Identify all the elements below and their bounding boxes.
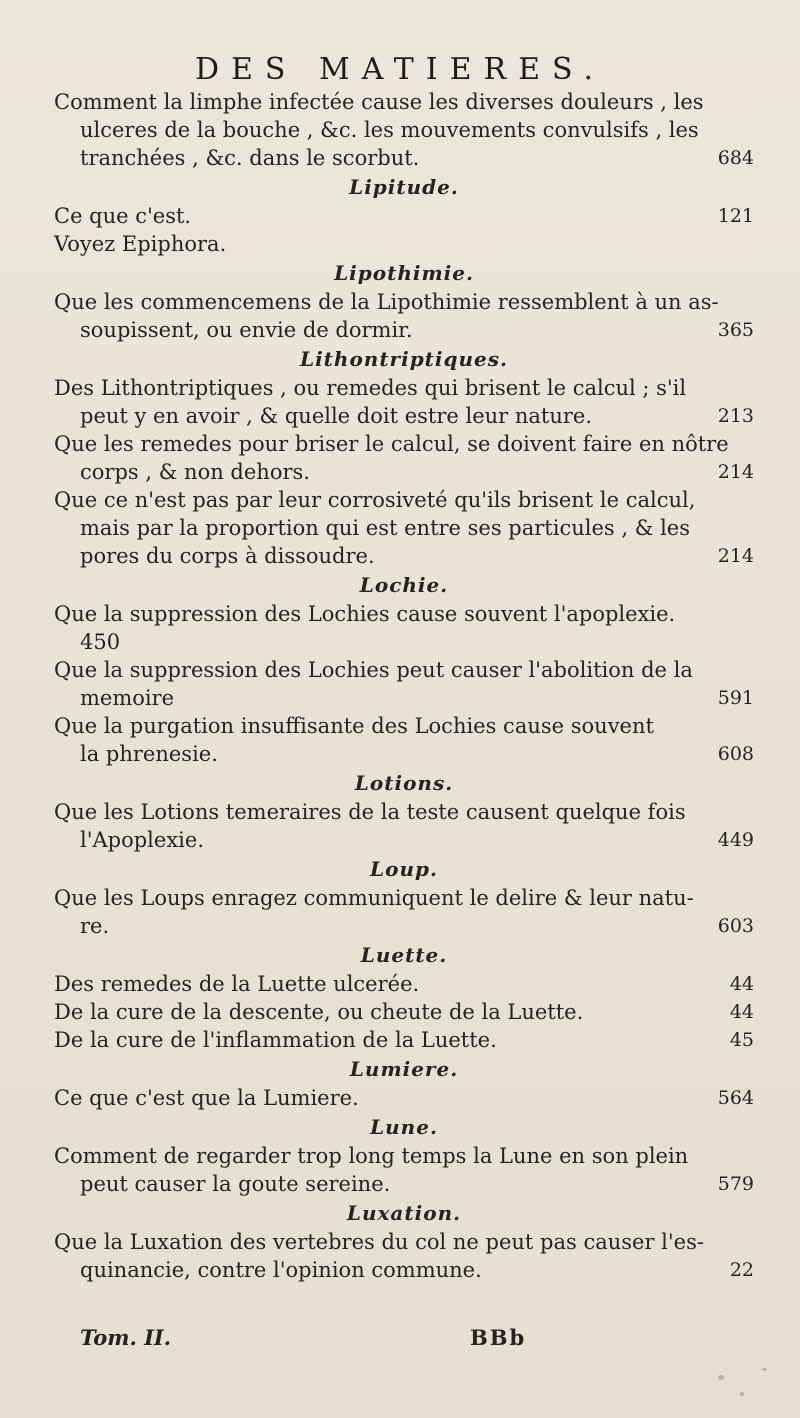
paper-speck — [718, 1375, 724, 1380]
entry-text: memoire — [80, 686, 175, 710]
entry-line — [54, 374, 754, 402]
section-heading — [54, 570, 754, 600]
entry-line — [54, 600, 754, 628]
heading-text: Lumiere. — [349, 1057, 459, 1081]
entry-text: Comment de regarder trop long temps la Lune en son plein — [54, 1144, 689, 1168]
entry-line — [54, 656, 754, 684]
section-heading — [54, 172, 754, 202]
page-number: 684 — [717, 147, 754, 169]
entry-line — [54, 1170, 754, 1198]
page-number: 579 — [717, 1173, 754, 1195]
page-number: 591 — [717, 687, 754, 709]
entry-line — [54, 798, 754, 826]
entry-text: quinancie, contre l'opinion commune. — [80, 1258, 482, 1282]
entry-text: la phrenesie. — [80, 742, 218, 766]
heading-text: Lune. — [370, 1115, 438, 1139]
page-footer — [80, 1325, 640, 1355]
page-number: 45 — [729, 1029, 754, 1051]
entry-line — [54, 912, 754, 940]
entry-line — [54, 202, 754, 230]
entry-line — [54, 1026, 754, 1054]
entry-text: Des remedes de la Luette ulcerée. — [54, 972, 420, 996]
heading-text: Luette. — [360, 943, 448, 967]
page-number: 365 — [717, 319, 754, 341]
entry-line — [54, 316, 754, 344]
entry-text: ulceres de la bouche , &c. les mouvements convulsifs , les — [80, 118, 699, 142]
section-heading — [54, 854, 754, 884]
entry-text: tranchées , &c. dans le scorbut. — [80, 146, 420, 170]
entry-line — [54, 1228, 754, 1256]
entry-line — [54, 542, 754, 570]
entry-text: Que la Luxation des vertebres du col ne peut pas causer l'es- — [54, 1230, 704, 1254]
entry-line — [54, 740, 754, 768]
entry-line — [54, 288, 754, 316]
entry-line — [54, 1142, 754, 1170]
entry-text: De la cure de l'inflammation de la Luette. — [54, 1028, 497, 1052]
heading-text: Lotions. — [354, 771, 454, 795]
paper-speck — [740, 1392, 744, 1396]
entry-line — [54, 1256, 754, 1284]
entry-line — [54, 458, 754, 486]
entry-text: De la cure de la descente, ou cheute de la Luette. — [54, 1000, 584, 1024]
entry-text: Des Lithontriptiques , ou remedes qui brisent le calcul ; s'il — [54, 376, 687, 400]
entry-line — [54, 712, 754, 740]
heading-text: Loup. — [370, 857, 438, 881]
entry-text: l'Apoplexie. — [80, 828, 204, 852]
section-heading — [54, 940, 754, 970]
section-heading — [54, 1198, 754, 1228]
entry-text: Ce que c'est que la Lumiere. — [54, 1086, 359, 1110]
entry-text: Voyez Epiphora. — [54, 232, 227, 256]
entry-line — [54, 1084, 754, 1112]
page-number: 22 — [729, 1259, 754, 1281]
signature-mark: BBb — [470, 1325, 527, 1350]
entry-line — [54, 402, 754, 430]
entry-line — [54, 628, 754, 656]
running-head: DES MATIERES. — [194, 52, 606, 87]
heading-text: Lochie. — [359, 573, 449, 597]
section-heading — [54, 1054, 754, 1084]
section-heading — [54, 258, 754, 288]
entry-line — [54, 230, 754, 258]
entry-line — [54, 998, 754, 1026]
page-number: 603 — [717, 915, 754, 937]
entry-line — [54, 116, 754, 144]
entry-text: pores du corps à dissoudre. — [80, 544, 375, 568]
volume-mark: Tom. II. — [80, 1325, 172, 1350]
entry-line — [54, 486, 754, 514]
page-number: 608 — [717, 743, 754, 765]
entry-line — [54, 684, 754, 712]
section-heading — [54, 1112, 754, 1142]
entry-line — [54, 430, 754, 458]
entry-text: 450 — [80, 630, 121, 654]
entry-line — [54, 970, 754, 998]
entry-text: Que la suppression des Lochies cause souvent l'apoplexie. — [54, 602, 676, 626]
page-number: 121 — [717, 205, 754, 227]
page-number: 214 — [717, 545, 754, 567]
entry-line — [54, 884, 754, 912]
entry-text: re. — [80, 914, 110, 938]
entry-text: Que les Loups enragez communiquent le delire & leur natu- — [54, 886, 694, 910]
heading-text: Lipitude. — [349, 175, 459, 199]
entry-line — [54, 826, 754, 854]
entry-text: Que ce n'est pas par leur corrosiveté qu'ils brisent le calcul, — [54, 488, 696, 512]
paper-speck — [762, 1368, 767, 1371]
entry-text: corps , & non dehors. — [80, 460, 310, 484]
page-number: 213 — [717, 405, 754, 427]
page-number: 564 — [717, 1087, 754, 1109]
entry-text: soupissent, ou envie de dormir. — [80, 318, 413, 342]
entry-text: Que les Lotions temeraires de la teste causent quelque fois — [54, 800, 686, 824]
section-heading — [54, 768, 754, 798]
entry-text: Que les commencemens de la Lipothimie ressemblent à un as- — [54, 290, 719, 314]
heading-text: Luxation. — [346, 1201, 462, 1225]
heading-text: Lipothimie. — [334, 261, 474, 285]
heading-text: Lithontriptiques. — [300, 347, 508, 371]
index-entries — [54, 88, 754, 1284]
entry-text: Que la purgation insuffisante des Lochies cause souvent — [54, 714, 654, 738]
entry-text: Que la suppression des Lochies peut causer l'abolition de la — [54, 658, 693, 682]
section-heading — [54, 344, 754, 374]
page-number: 44 — [729, 1001, 754, 1023]
entry-text: peut causer la goute sereine. — [80, 1172, 391, 1196]
entry-text: peut y en avoir , & quelle doit estre leur nature. — [80, 404, 593, 428]
page-number: 214 — [717, 461, 754, 483]
page-number: 449 — [717, 829, 754, 851]
page-number: 44 — [729, 973, 754, 995]
entry-text: Comment la limphe infectée cause les diverses douleurs , les — [54, 90, 704, 114]
entry-line — [54, 144, 754, 172]
entry-line — [54, 514, 754, 542]
entry-text: Ce que c'est. — [54, 204, 192, 228]
entry-text: mais par la proportion qui est entre ses particules , & les — [80, 516, 690, 540]
entry-line — [54, 88, 754, 116]
entry-text: Que les remedes pour briser le calcul, se doivent faire en nôtre — [54, 432, 729, 456]
